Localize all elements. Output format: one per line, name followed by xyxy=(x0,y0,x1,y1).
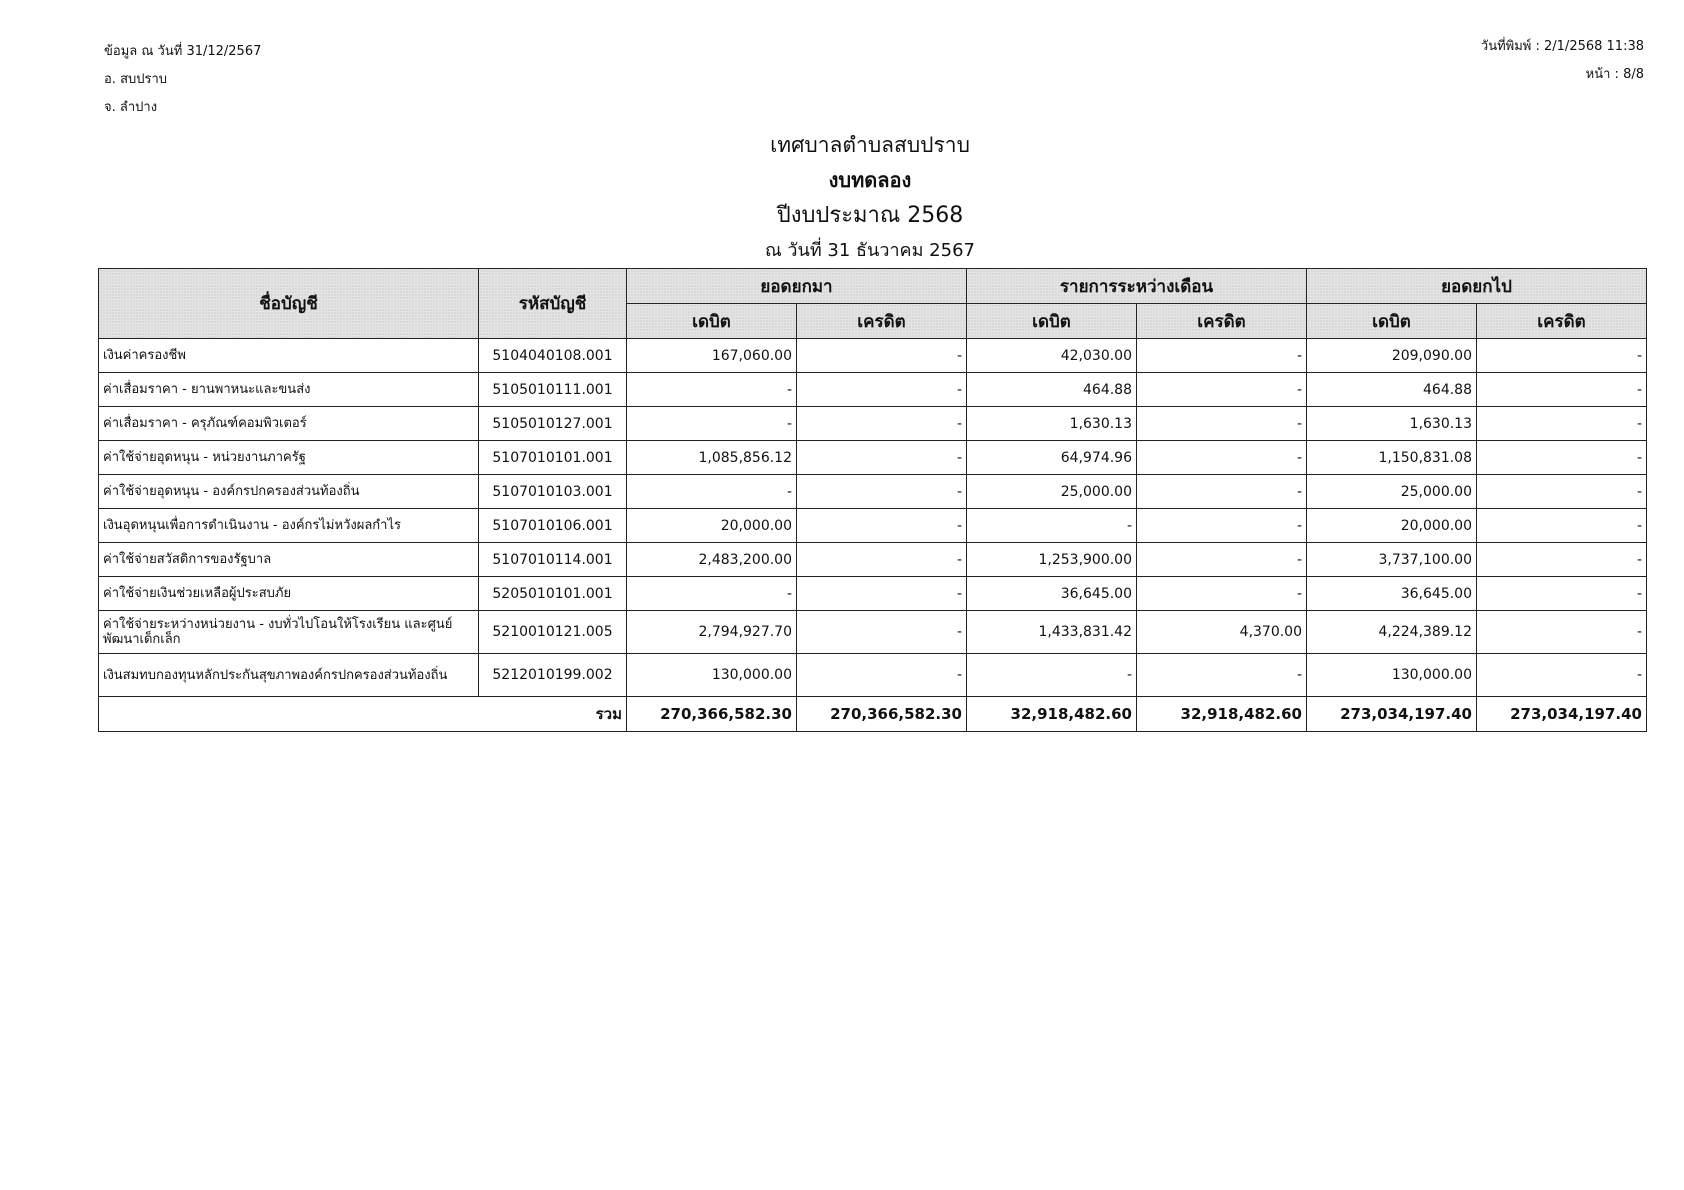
bf-credit: - xyxy=(797,577,967,611)
m-debit: 42,030.00 xyxy=(967,339,1137,373)
total-bf-debit: 270,366,582.30 xyxy=(627,697,797,732)
total-cf-credit: 273,034,197.40 xyxy=(1477,697,1647,732)
account-name: ค่าเสื่อมราคา - ครุภัณฑ์คอมพิวเตอร์ xyxy=(99,407,479,441)
bf-credit: - xyxy=(797,509,967,543)
col-bf-debit: เดบิต xyxy=(627,304,797,339)
cf-credit: - xyxy=(1477,611,1647,654)
bf-credit: - xyxy=(797,654,967,697)
account-name: ค่าใช้จ่ายอุดหนุน - หน่วยงานภาครัฐ xyxy=(99,441,479,475)
m-credit: - xyxy=(1137,407,1307,441)
bf-credit: - xyxy=(797,441,967,475)
account-code: 5107010103.001 xyxy=(479,475,627,509)
account-code: 5205010101.001 xyxy=(479,577,627,611)
m-debit: 1,433,831.42 xyxy=(967,611,1137,654)
cf-debit: 464.88 xyxy=(1307,373,1477,407)
bf-debit: 1,085,856.12 xyxy=(627,441,797,475)
m-debit: 64,974.96 xyxy=(967,441,1137,475)
cf-credit: - xyxy=(1477,543,1647,577)
account-name: ค่าใช้จ่ายอุดหนุน - องค์กรปกครองส่วนท้องถิ่น xyxy=(99,475,479,509)
bf-debit: - xyxy=(627,577,797,611)
bf-credit: - xyxy=(797,475,967,509)
cf-credit: - xyxy=(1477,475,1647,509)
bf-debit: 2,794,927.70 xyxy=(627,611,797,654)
bf-debit: - xyxy=(627,475,797,509)
account-name: เงินค่าครองชีพ xyxy=(99,339,479,373)
report-titles xyxy=(0,128,1684,268)
bf-debit: 167,060.00 xyxy=(627,339,797,373)
account-name: ค่าใช้จ่ายเงินช่วยเหลือผู้ประสบภัย xyxy=(99,577,479,611)
table-row xyxy=(99,543,1647,577)
account-name: ค่าเสื่อมราคา - ยานพาหนะและขนส่ง xyxy=(99,373,479,407)
account-code: 5212010199.002 xyxy=(479,654,627,697)
total-m-credit: 32,918,482.60 xyxy=(1137,697,1307,732)
account-code: 5107010106.001 xyxy=(479,509,627,543)
account-name: เงินสมทบกองทุนหลักประกันสุขภาพองค์กรปกครองส่วนท้องถิ่น xyxy=(99,654,479,697)
cf-credit: - xyxy=(1477,509,1647,543)
col-account-name: ชื่อบัญชี xyxy=(99,269,479,339)
bf-credit: - xyxy=(797,407,967,441)
page-number: หน้า : 8/8 xyxy=(1585,67,1644,82)
total-row xyxy=(99,697,1647,732)
province: จ. ลำปาง xyxy=(104,100,158,115)
organization-name: เทศบาลตำบลสบปราบ xyxy=(770,133,970,157)
m-credit: - xyxy=(1137,373,1307,407)
col-cf-debit: เดบิต xyxy=(1307,304,1477,339)
cf-credit: - xyxy=(1477,407,1647,441)
table-row xyxy=(99,577,1647,611)
bf-debit: 2,483,200.00 xyxy=(627,543,797,577)
m-credit: - xyxy=(1137,577,1307,611)
col-m-credit: เครดิต xyxy=(1137,304,1307,339)
col-brought-forward: ยอดยกมา xyxy=(627,269,967,304)
cf-debit: 36,645.00 xyxy=(1307,577,1477,611)
account-name: เงินอุดหนุนเพื่อการดำเนินงาน - องค์กรไม่หวังผลกำไร xyxy=(99,509,479,543)
cf-debit: 1,630.13 xyxy=(1307,407,1477,441)
table-row xyxy=(99,654,1647,697)
m-credit: - xyxy=(1137,509,1307,543)
table-row xyxy=(99,509,1647,543)
account-name: ค่าใช้จ่ายสวัสดิการของรัฐบาล xyxy=(99,543,479,577)
report-meta-left xyxy=(104,38,261,122)
cf-debit: 4,224,389.12 xyxy=(1307,611,1477,654)
table-row xyxy=(99,441,1647,475)
bf-debit: - xyxy=(627,373,797,407)
account-code: 5107010101.001 xyxy=(479,441,627,475)
bf-credit: - xyxy=(797,373,967,407)
print-date: วันที่พิมพ์ : 2/1/2568 11:38 xyxy=(1480,39,1644,54)
cf-debit: 25,000.00 xyxy=(1307,475,1477,509)
trial-balance-table xyxy=(98,268,1647,732)
cf-credit: - xyxy=(1477,339,1647,373)
m-credit: - xyxy=(1137,543,1307,577)
m-debit: - xyxy=(967,654,1137,697)
m-credit: - xyxy=(1137,339,1307,373)
cf-debit: 3,737,100.00 xyxy=(1307,543,1477,577)
bf-debit: 20,000.00 xyxy=(627,509,797,543)
table-row xyxy=(99,475,1647,509)
m-credit: 4,370.00 xyxy=(1137,611,1307,654)
col-bf-credit: เครดิต xyxy=(797,304,967,339)
total-label: รวม xyxy=(99,697,627,732)
account-code: 5105010127.001 xyxy=(479,407,627,441)
m-debit: - xyxy=(967,509,1137,543)
cf-debit: 1,150,831.08 xyxy=(1307,441,1477,475)
table-row xyxy=(99,373,1647,407)
header-row-group xyxy=(99,269,1647,304)
bf-credit: - xyxy=(797,543,967,577)
m-debit: 1,253,900.00 xyxy=(967,543,1137,577)
data-date: ข้อมูล ณ วันที่ 31/12/2567 xyxy=(104,44,262,59)
bf-credit: - xyxy=(797,339,967,373)
report-meta-right xyxy=(1481,33,1644,89)
as-of-date: ณ วันที่ 31 ธันวาคม 2567 xyxy=(765,240,975,261)
total-bf-credit: 270,366,582.30 xyxy=(797,697,967,732)
m-credit: - xyxy=(1137,441,1307,475)
m-debit: 25,000.00 xyxy=(967,475,1137,509)
bf-debit: 130,000.00 xyxy=(627,654,797,697)
m-credit: - xyxy=(1137,475,1307,509)
total-cf-debit: 273,034,197.40 xyxy=(1307,697,1477,732)
cf-debit: 130,000.00 xyxy=(1307,654,1477,697)
bf-credit: - xyxy=(797,611,967,654)
m-debit: 464.88 xyxy=(967,373,1137,407)
col-carried-forward: ยอดยกไป xyxy=(1307,269,1647,304)
cf-credit: - xyxy=(1477,577,1647,611)
district: อ. สบปราบ xyxy=(104,72,168,87)
report-title: งบทดลอง xyxy=(828,168,912,192)
fiscal-year: ปีงบประมาณ 2568 xyxy=(776,203,964,228)
cf-debit: 209,090.00 xyxy=(1307,339,1477,373)
cf-credit: - xyxy=(1477,441,1647,475)
cf-credit: - xyxy=(1477,373,1647,407)
cf-debit: 20,000.00 xyxy=(1307,509,1477,543)
account-code: 5105010111.001 xyxy=(479,373,627,407)
bf-debit: - xyxy=(627,407,797,441)
total-m-debit: 32,918,482.60 xyxy=(967,697,1137,732)
account-code: 5107010114.001 xyxy=(479,543,627,577)
col-cf-credit: เครดิต xyxy=(1477,304,1647,339)
col-during-month: รายการระหว่างเดือน xyxy=(967,269,1307,304)
account-name: ค่าใช้จ่ายระหว่างหน่วยงาน - งบทั่วไปโอนให้โรงเรียน และศูนย์พัฒนาเด็กเล็ก xyxy=(99,611,479,654)
table-row xyxy=(99,611,1647,654)
table-row xyxy=(99,339,1647,373)
m-debit: 1,630.13 xyxy=(967,407,1137,441)
col-m-debit: เดบิต xyxy=(967,304,1137,339)
col-account-code: รหัสบัญชี xyxy=(479,269,627,339)
table-row xyxy=(99,407,1647,441)
cf-credit: - xyxy=(1477,654,1647,697)
m-debit: 36,645.00 xyxy=(967,577,1137,611)
account-code: 5104040108.001 xyxy=(479,339,627,373)
m-credit: - xyxy=(1137,654,1307,697)
account-code: 5210010121.005 xyxy=(479,611,627,654)
